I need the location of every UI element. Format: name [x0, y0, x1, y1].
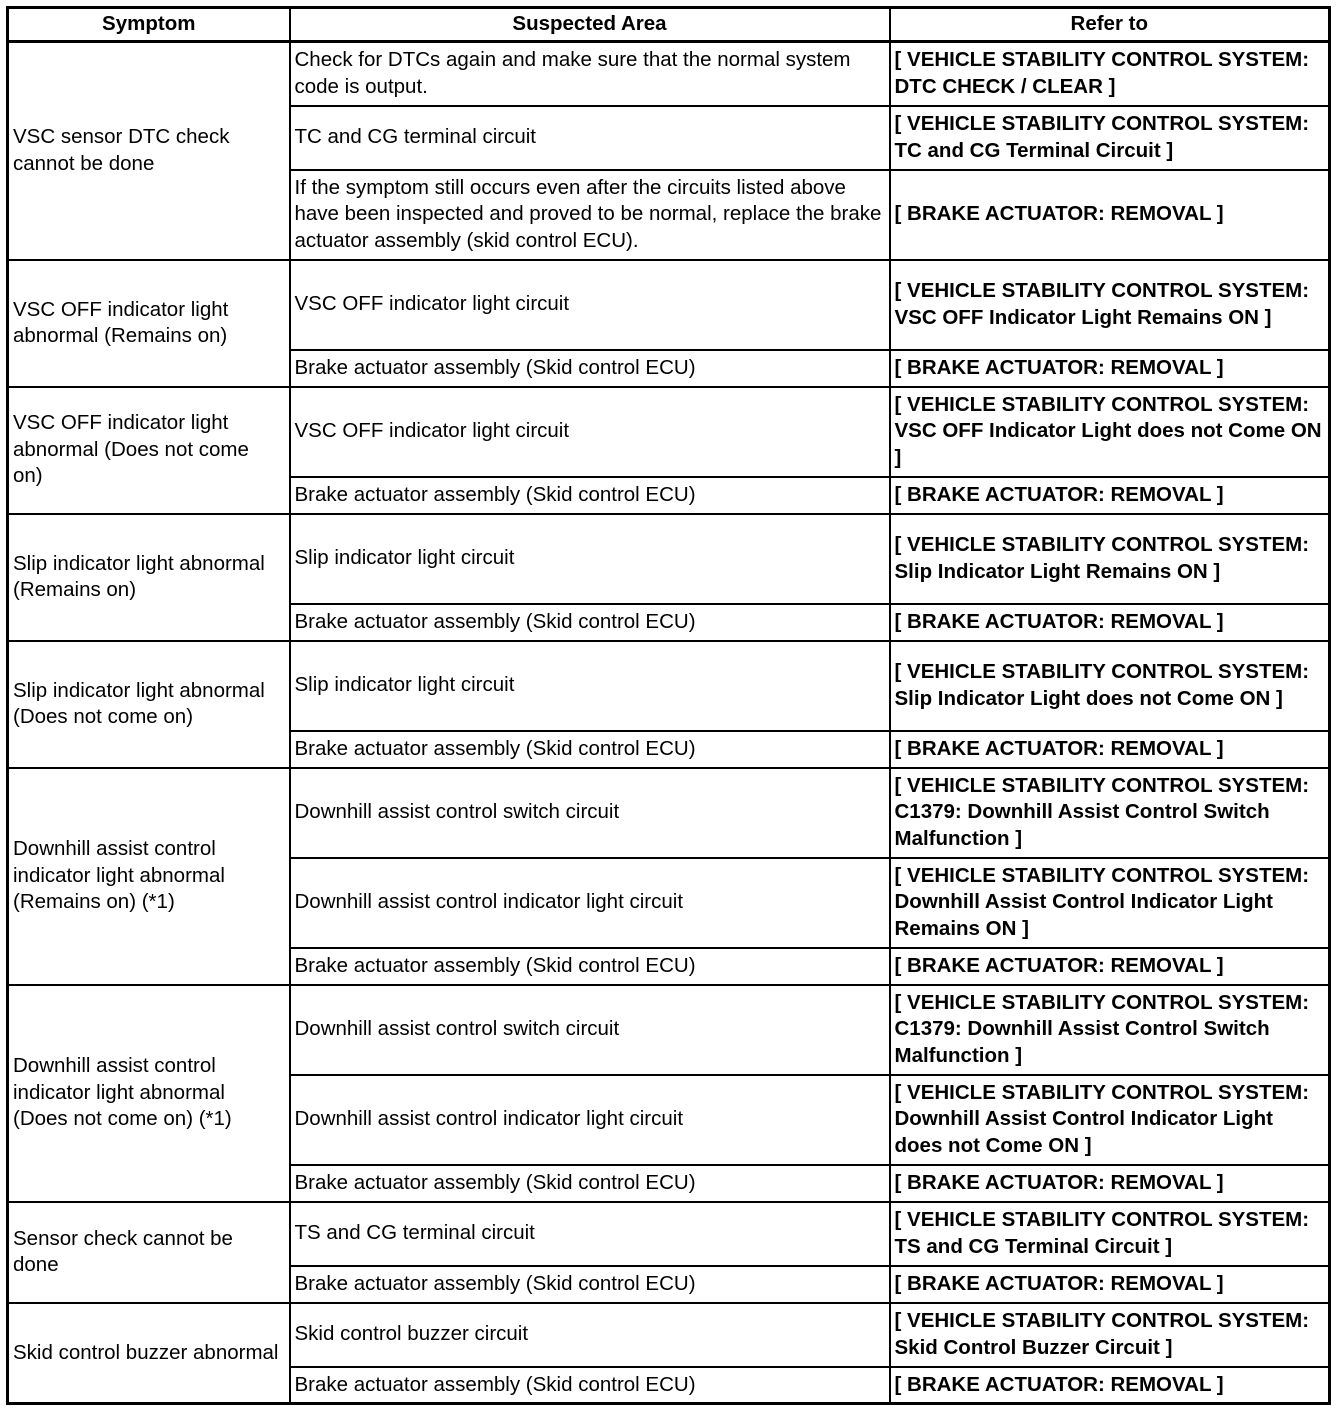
- header-refer-to: Refer to: [890, 8, 1330, 42]
- table-row: [8, 514, 1330, 604]
- header-row: [8, 8, 1330, 42]
- refer-to-cell: [ VEHICLE STABILITY CONTROL SYSTEM: Slip Indicator Light Remains ON ]: [890, 514, 1330, 604]
- refer-to-cell: [ BRAKE ACTUATOR: REMOVAL ]: [890, 731, 1330, 768]
- refer-to-cell: [ BRAKE ACTUATOR: REMOVAL ]: [890, 948, 1330, 985]
- symptom-cell: Skid control buzzer abnormal: [8, 1303, 290, 1404]
- table-row: [8, 768, 1330, 858]
- refer-to-cell: [ BRAKE ACTUATOR: REMOVAL ]: [890, 604, 1330, 641]
- suspected-area-cell: VSC OFF indicator light circuit: [290, 387, 890, 477]
- refer-to-cell: [ VEHICLE STABILITY CONTROL SYSTEM: C1379: Downhill Assist Control Switch Malfunction ]: [890, 768, 1330, 858]
- suspected-area-cell: Brake actuator assembly (Skid control ECU): [290, 1165, 890, 1202]
- symptom-cell: VSC OFF indicator light abnormal (Remains on): [8, 260, 290, 387]
- suspected-area-cell: Brake actuator assembly (Skid control ECU): [290, 1367, 890, 1404]
- symptom-cell: Slip indicator light abnormal (Remains on): [8, 514, 290, 641]
- refer-to-cell: [ VEHICLE STABILITY CONTROL SYSTEM: VSC OFF Indicator Light does not Come ON ]: [890, 387, 1330, 477]
- symptom-cell: Downhill assist control indicator light abnormal (Does not come on) (*1): [8, 985, 290, 1202]
- refer-to-cell: [ VEHICLE STABILITY CONTROL SYSTEM: TS and CG Terminal Circuit ]: [890, 1202, 1330, 1266]
- suspected-area-cell: Downhill assist control indicator light circuit: [290, 858, 890, 948]
- table-row: [8, 387, 1330, 477]
- refer-to-cell: [ VEHICLE STABILITY CONTROL SYSTEM: TC and CG Terminal Circuit ]: [890, 106, 1330, 170]
- table-row: [8, 985, 1330, 1075]
- refer-to-cell: [ BRAKE ACTUATOR: REMOVAL ]: [890, 1165, 1330, 1202]
- refer-to-cell: [ BRAKE ACTUATOR: REMOVAL ]: [890, 170, 1330, 260]
- table-row: [8, 260, 1330, 350]
- refer-to-cell: [ VEHICLE STABILITY CONTROL SYSTEM: Skid Control Buzzer Circuit ]: [890, 1303, 1330, 1367]
- problem-symptoms-table: [6, 6, 1331, 1405]
- refer-to-cell: [ VEHICLE STABILITY CONTROL SYSTEM: Downhill Assist Control Indicator Light does not Come ON ]: [890, 1075, 1330, 1165]
- symptom-cell: Sensor check cannot be done: [8, 1202, 290, 1303]
- suspected-area-cell: TC and CG terminal circuit: [290, 106, 890, 170]
- suspected-area-cell: TS and CG terminal circuit: [290, 1202, 890, 1266]
- suspected-area-cell: Brake actuator assembly (Skid control ECU): [290, 477, 890, 514]
- refer-to-cell: [ BRAKE ACTUATOR: REMOVAL ]: [890, 477, 1330, 514]
- suspected-area-cell: Brake actuator assembly (Skid control ECU): [290, 604, 890, 641]
- table-body: [8, 42, 1330, 1404]
- symptom-cell: Slip indicator light abnormal (Does not come on): [8, 641, 290, 768]
- symptom-cell: VSC OFF indicator light abnormal (Does not come on): [8, 387, 290, 514]
- suspected-area-cell: Slip indicator light circuit: [290, 641, 890, 731]
- refer-to-cell: [ BRAKE ACTUATOR: REMOVAL ]: [890, 1266, 1330, 1303]
- suspected-area-cell: Skid control buzzer circuit: [290, 1303, 890, 1367]
- refer-to-cell: [ VEHICLE STABILITY CONTROL SYSTEM: Slip Indicator Light does not Come ON ]: [890, 641, 1330, 731]
- suspected-area-cell: Brake actuator assembly (Skid control ECU): [290, 948, 890, 985]
- suspected-area-cell: Brake actuator assembly (Skid control ECU): [290, 731, 890, 768]
- suspected-area-cell: Brake actuator assembly (Skid control ECU): [290, 1266, 890, 1303]
- refer-to-cell: [ VEHICLE STABILITY CONTROL SYSTEM: C1379: Downhill Assist Control Switch Malfunction ]: [890, 985, 1330, 1075]
- header-symptom: Symptom: [8, 8, 290, 42]
- refer-to-cell: [ VEHICLE STABILITY CONTROL SYSTEM: DTC CHECK / CLEAR ]: [890, 42, 1330, 106]
- suspected-area-cell: If the symptom still occurs even after the circuits listed above have been inspected and proved to be normal, replace the brake actuator assembly (skid control ECU).: [290, 170, 890, 260]
- suspected-area-cell: Check for DTCs again and make sure that the normal system code is output.: [290, 42, 890, 106]
- refer-to-cell: [ VEHICLE STABILITY CONTROL SYSTEM: Downhill Assist Control Indicator Light Remains ON ]: [890, 858, 1330, 948]
- suspected-area-cell: Downhill assist control switch circuit: [290, 985, 890, 1075]
- table-row: [8, 1202, 1330, 1266]
- table-row: [8, 42, 1330, 106]
- symptom-cell: Downhill assist control indicator light abnormal (Remains on) (*1): [8, 768, 290, 985]
- table-row: [8, 641, 1330, 731]
- refer-to-cell: [ BRAKE ACTUATOR: REMOVAL ]: [890, 1367, 1330, 1404]
- suspected-area-cell: Slip indicator light circuit: [290, 514, 890, 604]
- symptom-cell: VSC sensor DTC check cannot be done: [8, 42, 290, 260]
- suspected-area-cell: Downhill assist control indicator light circuit: [290, 1075, 890, 1165]
- table-row: [8, 1303, 1330, 1367]
- refer-to-cell: [ VEHICLE STABILITY CONTROL SYSTEM: VSC OFF Indicator Light Remains ON ]: [890, 260, 1330, 350]
- refer-to-cell: [ BRAKE ACTUATOR: REMOVAL ]: [890, 350, 1330, 387]
- suspected-area-cell: VSC OFF indicator light circuit: [290, 260, 890, 350]
- suspected-area-cell: Downhill assist control switch circuit: [290, 768, 890, 858]
- suspected-area-cell: Brake actuator assembly (Skid control ECU): [290, 350, 890, 387]
- header-suspected-area: Suspected Area: [290, 8, 890, 42]
